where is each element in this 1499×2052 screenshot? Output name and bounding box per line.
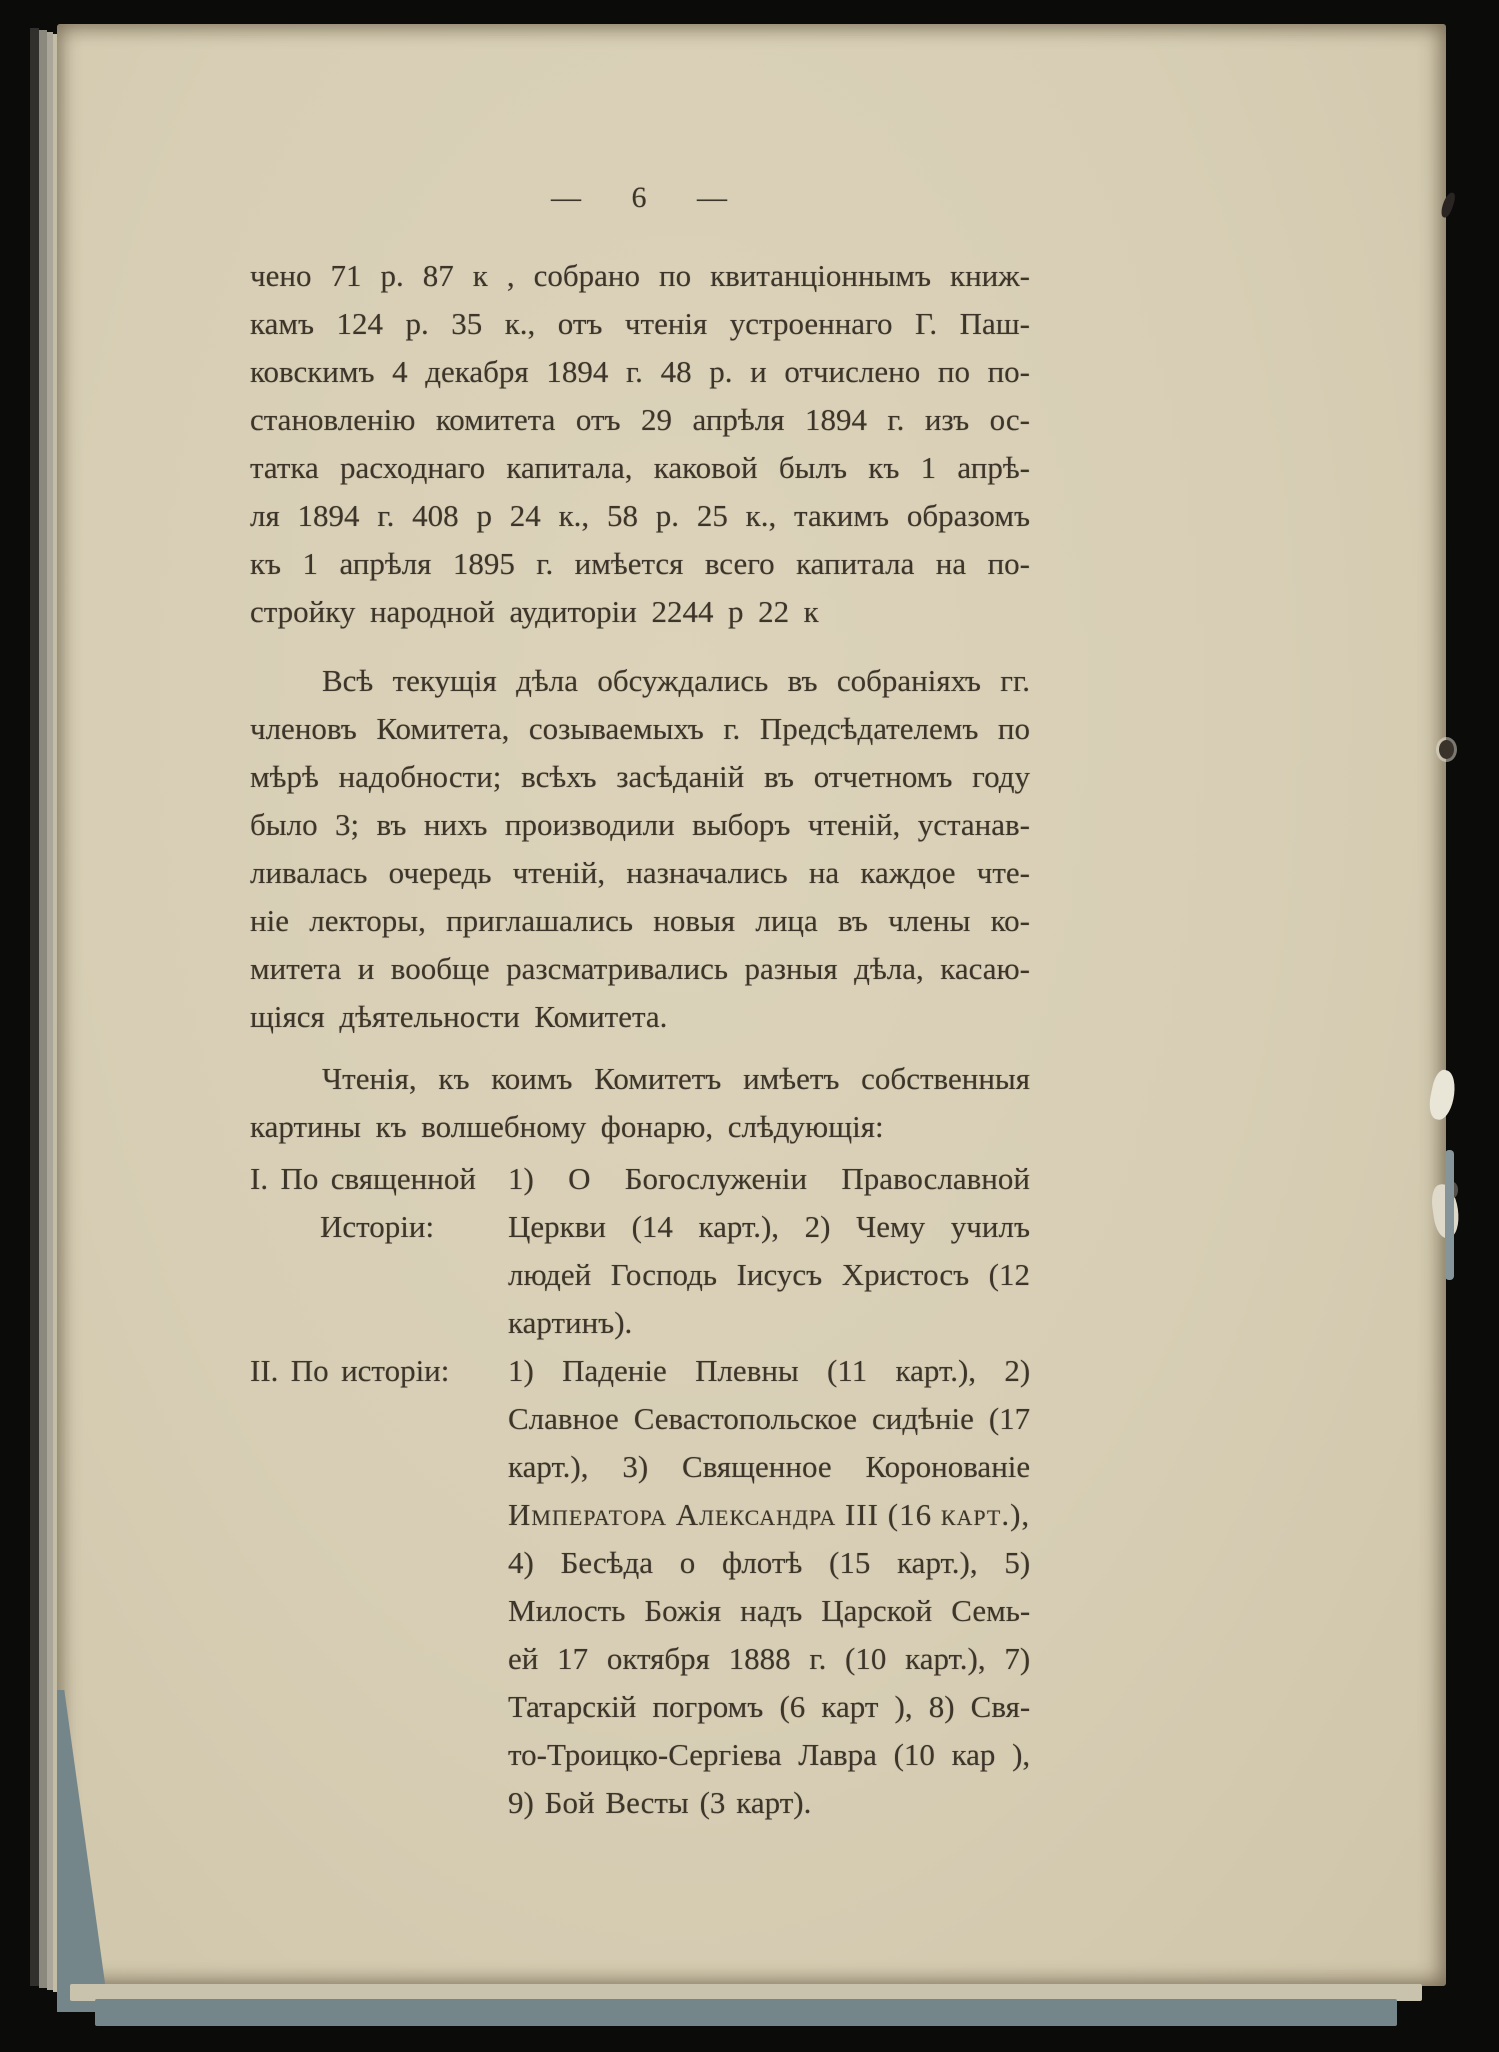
text-line: Татарскій погромъ (6 карт ), 8) Свя- (508, 1689, 1031, 1724)
text-line: картинъ). (508, 1305, 633, 1340)
text-line: Славное Севастопольское сидѣніе (17 (508, 1401, 1031, 1436)
text-line: Исторіи: (320, 1209, 435, 1244)
text-line: было 3; въ нихъ производили выборъ чтеній, устанав- (250, 807, 1030, 842)
list-item-content (508, 1347, 1030, 1827)
text-line: 4) Бесѣда о флотѣ (15 карт.), 5) (508, 1545, 1031, 1580)
body-paragraph (250, 657, 1030, 1041)
body-paragraph (250, 252, 1030, 636)
text-line: ніе лекторы, приглашались новыя лица въ члены ко- (250, 903, 1030, 938)
text-line: 1) О Богослуженіи Православной (508, 1161, 1030, 1196)
text-line: 1) Паденіе Плевны (11 карт.), 2) (508, 1353, 1031, 1388)
lecture-list-item (250, 1155, 1030, 1347)
list-item-label (250, 1347, 508, 1827)
text-line: мѣрѣ надобности; всѣхъ засѣданій въ отчетномъ году (250, 759, 1030, 794)
book-cover-edge (1445, 1150, 1454, 1280)
ink-speck (1439, 740, 1454, 759)
book-page-edge (30, 28, 39, 1986)
text-line: стройку народной аудиторіи 2244 р 22 к (250, 594, 819, 629)
text-line: ковскимъ 4 декабря 1894 г. 48 р. и отчислено по по- (250, 354, 1030, 389)
text-line: людей Господь Іисусъ Христосъ (12 (508, 1257, 1030, 1292)
text-line: карт.), 3) Священное Коронованіе (508, 1449, 1031, 1484)
body-paragraph (250, 1055, 1030, 1151)
text-line: къ 1 апрѣля 1895 г. имѣется всего капитала на по- (250, 546, 1030, 581)
page-text-block (250, 174, 1030, 1827)
text-line: Всѣ текущія дѣла обсуждались въ собраніяхъ гг. (322, 663, 1030, 698)
scanned-page (57, 24, 1446, 1986)
text-line: I. По священной (250, 1161, 476, 1196)
text-line: 9) Бой Весты (3 карт). (508, 1785, 812, 1820)
text-line: членовъ Комитета, созываемыхъ г. Предсѣдателемъ по (250, 711, 1030, 746)
text-line: Церкви (14 карт.), 2) Чему училъ (508, 1209, 1030, 1244)
book-page-edge (39, 30, 47, 1988)
page-number: — 6 — (551, 181, 729, 214)
text-line: Императора Александра III (16 карт.), (508, 1497, 1031, 1532)
text-line: митета и вообще разсматривались разныя дѣла, касаю- (250, 951, 1030, 986)
text-line: II. По исторіи: (250, 1353, 450, 1388)
text-line: ей 17 октября 1888 г. (10 карт.), 7) (508, 1641, 1031, 1676)
text-line: щіяся дѣятельности Комитета. (250, 999, 668, 1034)
text-line: камъ 124 р. 35 к., отъ чтенія устроеннаго Г. Паш- (250, 306, 1030, 341)
text-line: ля 1894 г. 408 р 24 к., 58 р. 25 к., такимъ образомъ (250, 498, 1030, 533)
book-cover-edge (95, 1999, 1397, 2026)
text-line: татка расходнаго капитала, каковой былъ къ 1 апрѣ- (250, 450, 1030, 485)
list-item-label (250, 1155, 508, 1347)
text-line: ливалась очередь чтеній, назначались на каждое чте- (250, 855, 1030, 890)
page-number-header (250, 174, 1030, 222)
text-line: Чтенія, къ коимъ Комитетъ имѣетъ собственныя (322, 1061, 1030, 1096)
text-line: становленію комитета отъ 29 апрѣля 1894 г. изъ ос- (250, 402, 1030, 437)
list-item-content (508, 1155, 1030, 1347)
text-line: чено 71 р. 87 к , собрано по квитанціоннымъ книж- (250, 258, 1030, 293)
text-line: картины къ волшебному фонарю, слѣдующія: (250, 1109, 884, 1144)
text-line: Милость Божія надъ Царской Семь- (508, 1593, 1031, 1628)
lecture-list-item (250, 1347, 1030, 1827)
text-line: то-Троицко-Сергіева Лавра (10 кар ), (508, 1737, 1031, 1772)
